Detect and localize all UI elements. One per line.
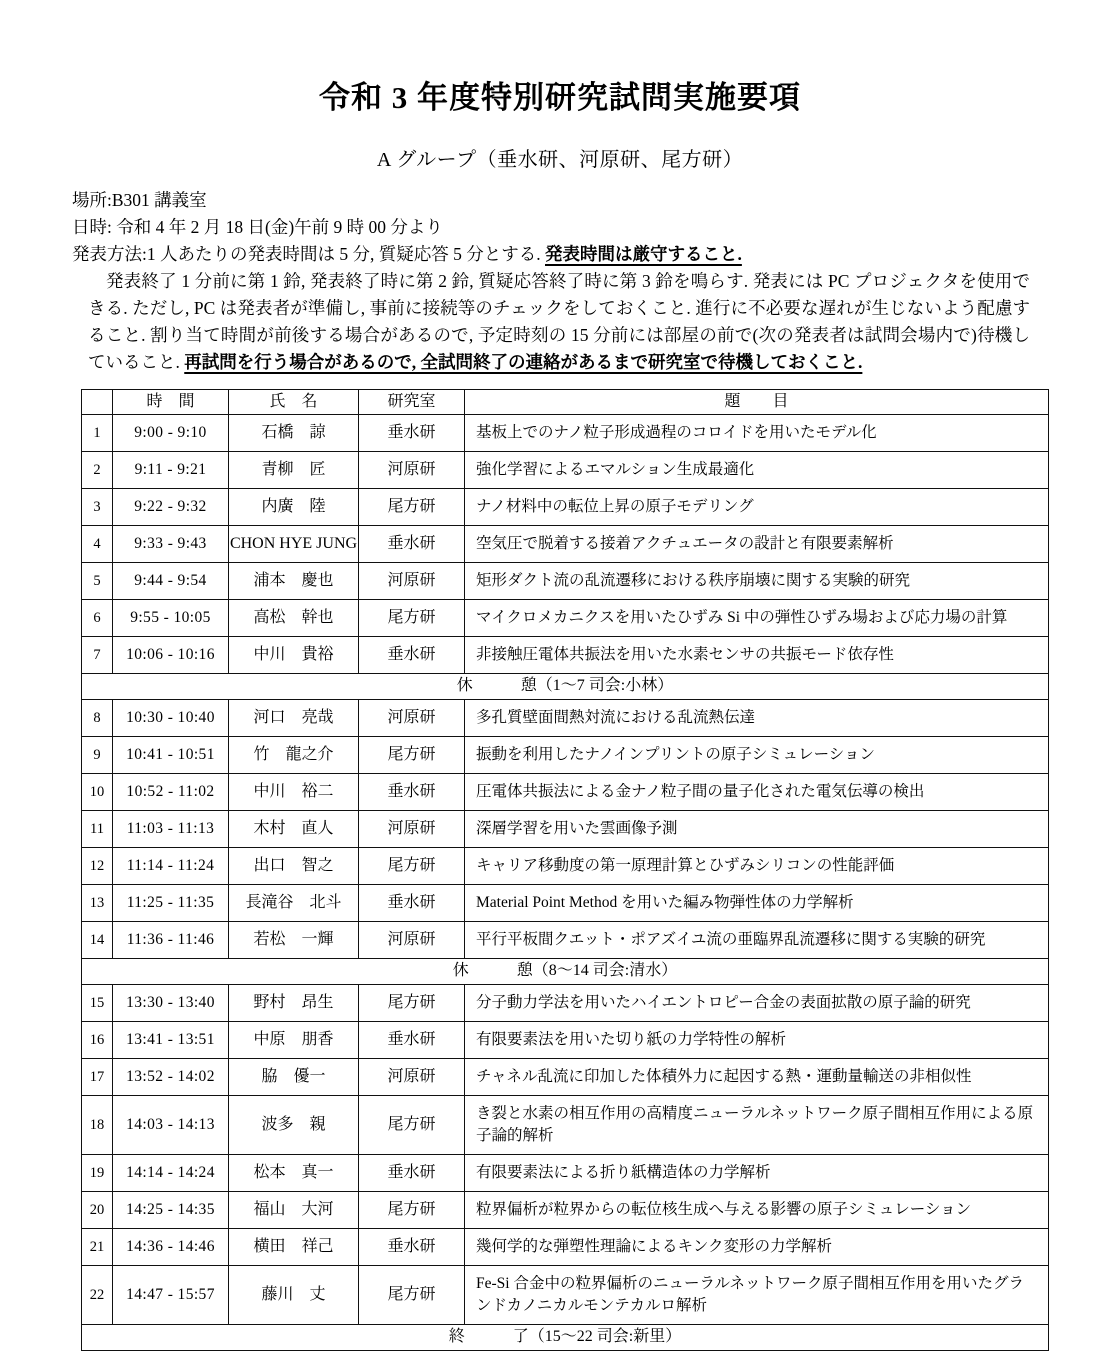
cell-title: 振動を利用したナノインプリントの原子シミュレーション <box>465 736 1049 773</box>
section-label: 休 憩（8～14 司会:清水） <box>82 958 1049 984</box>
cell-name: 中原 朋香 <box>229 1021 359 1058</box>
cell-title: チャネル乱流に印加した体積外力に起因する熱・運動量輸送の非相似性 <box>465 1058 1049 1095</box>
cell-no: 1 <box>82 414 113 451</box>
cell-time: 14:36 - 14:46 <box>113 1228 229 1265</box>
datetime-line: 日時: 令和 4 年 2 月 18 日(金)午前 9 時 00 分より <box>72 216 443 237</box>
table-row <box>82 1191 1049 1228</box>
cell-name: 木村 直人 <box>229 810 359 847</box>
cell-no: 4 <box>82 525 113 562</box>
table-row <box>82 884 1049 921</box>
column-header-4: 題 目 <box>465 389 1049 414</box>
cell-lab: 尾方研 <box>359 847 465 884</box>
table-row <box>82 636 1049 673</box>
cell-name: 松本 真一 <box>229 1154 359 1191</box>
cell-no: 21 <box>82 1228 113 1265</box>
cell-name: 中川 裕二 <box>229 773 359 810</box>
table-row <box>82 414 1049 451</box>
cell-time: 11:25 - 11:35 <box>113 884 229 921</box>
cell-lab: 尾方研 <box>359 1265 465 1324</box>
table-row <box>82 1095 1049 1154</box>
table-header-row <box>82 389 1049 414</box>
cell-time: 11:36 - 11:46 <box>113 921 229 958</box>
cell-title: 基板上でのナノ粒子形成過程のコロイドを用いたモデル化 <box>465 414 1049 451</box>
cell-name: 中川 貴裕 <box>229 636 359 673</box>
cell-title: 空気圧で脱着する接着アクチュエータの設計と有限要素解析 <box>465 525 1049 562</box>
cell-no: 22 <box>82 1265 113 1324</box>
column-header-1: 時 間 <box>113 389 229 414</box>
cell-name: 波多 親 <box>229 1095 359 1154</box>
cell-no: 2 <box>82 451 113 488</box>
cell-lab: 垂水研 <box>359 1228 465 1265</box>
cell-lab: 垂水研 <box>359 636 465 673</box>
cell-no: 11 <box>82 810 113 847</box>
table-row <box>82 1058 1049 1095</box>
cell-time: 10:41 - 10:51 <box>113 736 229 773</box>
cell-no: 19 <box>82 1154 113 1191</box>
cell-lab: 河原研 <box>359 562 465 599</box>
cell-name: 内廣 陸 <box>229 488 359 525</box>
cell-no: 12 <box>82 847 113 884</box>
cell-no: 6 <box>82 599 113 636</box>
group-subtitle: A グループ（垂水研、河原研、尾方研） <box>376 148 744 171</box>
cell-time: 14:14 - 14:24 <box>113 1154 229 1191</box>
cell-time: 10:30 - 10:40 <box>113 699 229 736</box>
section-row <box>82 673 1049 699</box>
cell-lab: 尾方研 <box>359 736 465 773</box>
cell-no: 9 <box>82 736 113 773</box>
cell-name: 河口 亮哉 <box>229 699 359 736</box>
cell-name: 出口 智之 <box>229 847 359 884</box>
cell-title: 有限要素法による折り紙構造体の力学解析 <box>465 1154 1049 1191</box>
cell-title: 有限要素法を用いた切り紙の力学特性の解析 <box>465 1021 1049 1058</box>
method-emphasis-text: 発表時間は厳守すること. <box>545 243 742 264</box>
cell-time: 13:41 - 13:51 <box>113 1021 229 1058</box>
table-row <box>82 810 1049 847</box>
cell-name: 高松 幹也 <box>229 599 359 636</box>
cell-no: 8 <box>82 699 113 736</box>
cell-time: 9:33 - 9:43 <box>113 525 229 562</box>
cell-title: 深層学習を用いた雲画像予測 <box>465 810 1049 847</box>
cell-title: 強化学習によるエマルション生成最適化 <box>465 451 1049 488</box>
cell-lab: 尾方研 <box>359 599 465 636</box>
cell-time: 11:03 - 11:13 <box>113 810 229 847</box>
section-label: 終 了（15～22 司会:新里） <box>82 1324 1049 1350</box>
table-row <box>82 736 1049 773</box>
cell-time: 9:44 - 9:54 <box>113 562 229 599</box>
table-row <box>82 1154 1049 1191</box>
table-row <box>82 921 1049 958</box>
method-line <box>72 241 1048 268</box>
cell-name: 脇 優一 <box>229 1058 359 1095</box>
cell-name: 藤川 丈 <box>229 1265 359 1324</box>
table-row <box>82 525 1049 562</box>
table-row <box>82 562 1049 599</box>
cell-lab: 垂水研 <box>359 884 465 921</box>
cell-lab: 垂水研 <box>359 1021 465 1058</box>
section-row <box>82 1324 1049 1350</box>
cell-title: ナノ材料中の転位上昇の原子モデリング <box>465 488 1049 525</box>
cell-time: 9:22 - 9:32 <box>113 488 229 525</box>
table-row <box>82 699 1049 736</box>
cell-time: 9:55 - 10:05 <box>113 599 229 636</box>
table-row <box>82 1021 1049 1058</box>
cell-lab: 垂水研 <box>359 1154 465 1191</box>
cell-no: 20 <box>82 1191 113 1228</box>
cell-title: Fe-Si 合金中の粒界偏析のニューラルネットワーク原子間相互作用を用いたグランドカノニカルモンテカルロ解析 <box>465 1265 1049 1324</box>
cell-title: 幾何学的な弾塑性理論によるキンク変形の力学解析 <box>465 1228 1049 1265</box>
cell-no: 7 <box>82 636 113 673</box>
cell-name: 竹 龍之介 <box>229 736 359 773</box>
cell-title: 粒界偏析が粒界からの転位核生成へ与える影響の原子シミュレーション <box>465 1191 1049 1228</box>
cell-name: 野村 昂生 <box>229 984 359 1021</box>
cell-lab: 河原研 <box>359 699 465 736</box>
cell-name: 石橋 諒 <box>229 414 359 451</box>
cell-title: マイクロメカニクスを用いたひずみ Si 中の弾性ひずみ場および応力場の計算 <box>465 599 1049 636</box>
table-row <box>82 488 1049 525</box>
cell-time: 9:00 - 9:10 <box>113 414 229 451</box>
cell-time: 14:03 - 14:13 <box>113 1095 229 1154</box>
table-row <box>82 599 1049 636</box>
cell-lab: 河原研 <box>359 1058 465 1095</box>
cell-no: 14 <box>82 921 113 958</box>
schedule-table <box>81 389 1049 1351</box>
cell-lab: 垂水研 <box>359 773 465 810</box>
column-header-0 <box>82 389 113 414</box>
cell-title: Material Point Method を用いた編み物弾性体の力学解析 <box>465 884 1049 921</box>
cell-name: 若松 一輝 <box>229 921 359 958</box>
table-row <box>82 1228 1049 1265</box>
cell-title: 矩形ダクト流の乱流遷移における秩序崩壊に関する実験的研究 <box>465 562 1049 599</box>
cell-title: き裂と水素の相互作用の高精度ニューラルネットワーク原子間相互作用による原子論的解析 <box>465 1095 1049 1154</box>
cell-name: 浦本 慶也 <box>229 562 359 599</box>
cell-title: キャリア移動度の第一原理計算とひずみシリコンの性能評価 <box>465 847 1049 884</box>
method-text: 発表方法:1 人あたりの発表時間は 5 分, 質疑応答 5 分とする. <box>72 243 545 264</box>
cell-no: 18 <box>82 1095 113 1154</box>
section-row <box>82 958 1049 984</box>
cell-name: 長滝谷 北斗 <box>229 884 359 921</box>
cell-lab: 尾方研 <box>359 984 465 1021</box>
cell-no: 15 <box>82 984 113 1021</box>
cell-time: 13:52 - 14:02 <box>113 1058 229 1095</box>
cell-title: 多孔質壁面間熱対流における乱流熱伝達 <box>465 699 1049 736</box>
cell-name: 横田 祥己 <box>229 1228 359 1265</box>
cell-time: 10:52 - 11:02 <box>113 773 229 810</box>
section-label: 休 憩（1～7 司会:小林） <box>82 673 1049 699</box>
schedule-table-body <box>82 414 1049 1350</box>
cell-no: 5 <box>82 562 113 599</box>
cell-lab: 河原研 <box>359 810 465 847</box>
cell-lab: 河原研 <box>359 451 465 488</box>
cell-lab: 尾方研 <box>359 1095 465 1154</box>
cell-title: 圧電体共振法による金ナノ粒子間の量子化された電気伝導の検出 <box>465 773 1049 810</box>
info-block <box>72 187 1048 376</box>
cell-title: 平行平板間クエット・ポアズイユ流の亜臨界乱流遷移に関する実験的研究 <box>465 921 1049 958</box>
cell-lab: 垂水研 <box>359 414 465 451</box>
cell-time: 9:11 - 9:21 <box>113 451 229 488</box>
table-row <box>82 773 1049 810</box>
cell-lab: 尾方研 <box>359 488 465 525</box>
notes-emphasis-text: 再試問を行う場合があるので, 全試問終了の連絡があるまで研究室で待機しておくこと. <box>184 351 863 372</box>
cell-no: 16 <box>82 1021 113 1058</box>
cell-no: 3 <box>82 488 113 525</box>
cell-no: 10 <box>82 773 113 810</box>
notes-text: 発表終了 1 分前に第 1 鈴, 発表終了時に第 2 鈴, 質疑応答終了時に第 3 鈴を鳴らす. 発表には PC プロジェクタを使用できる. ただし, PC は発表者が準備し, 事前に接続等のチェックをしておくこと. 進行に不必要な遅れが生じないよう配慮すること. 割り当て時間が前後する場合があるので, 予定時刻の 15 分前には部屋の前で(次の発表者は試問会場内で)待機していること. <box>88 270 1030 372</box>
table-row <box>82 984 1049 1021</box>
column-header-3: 研究室 <box>359 389 465 414</box>
cell-title: 非接触圧電体共振法を用いた水素センサの共振モード依存性 <box>465 636 1049 673</box>
table-row <box>82 451 1049 488</box>
cell-no: 13 <box>82 884 113 921</box>
cell-time: 14:47 - 15:57 <box>113 1265 229 1324</box>
page-title: 令和 3 年度特別研究試問実施要項 <box>319 80 801 115</box>
table-row <box>82 1265 1049 1324</box>
cell-name: 福山 大河 <box>229 1191 359 1228</box>
location-line: 場所:B301 講義室 <box>72 189 207 210</box>
cell-lab: 垂水研 <box>359 525 465 562</box>
cell-time: 10:06 - 10:16 <box>113 636 229 673</box>
cell-time: 11:14 - 11:24 <box>113 847 229 884</box>
notes-paragraph <box>88 268 1030 376</box>
column-header-2: 氏 名 <box>229 389 359 414</box>
cell-name: 青柳 匠 <box>229 451 359 488</box>
table-row <box>82 847 1049 884</box>
cell-lab: 尾方研 <box>359 1191 465 1228</box>
cell-time: 13:30 - 13:40 <box>113 984 229 1021</box>
cell-title: 分子動力学法を用いたハイエントロピー合金の表面拡散の原子論的研究 <box>465 984 1049 1021</box>
cell-name: CHON HYE JUNG <box>229 525 359 562</box>
cell-time: 14:25 - 14:35 <box>113 1191 229 1228</box>
cell-no: 17 <box>82 1058 113 1095</box>
cell-lab: 河原研 <box>359 921 465 958</box>
